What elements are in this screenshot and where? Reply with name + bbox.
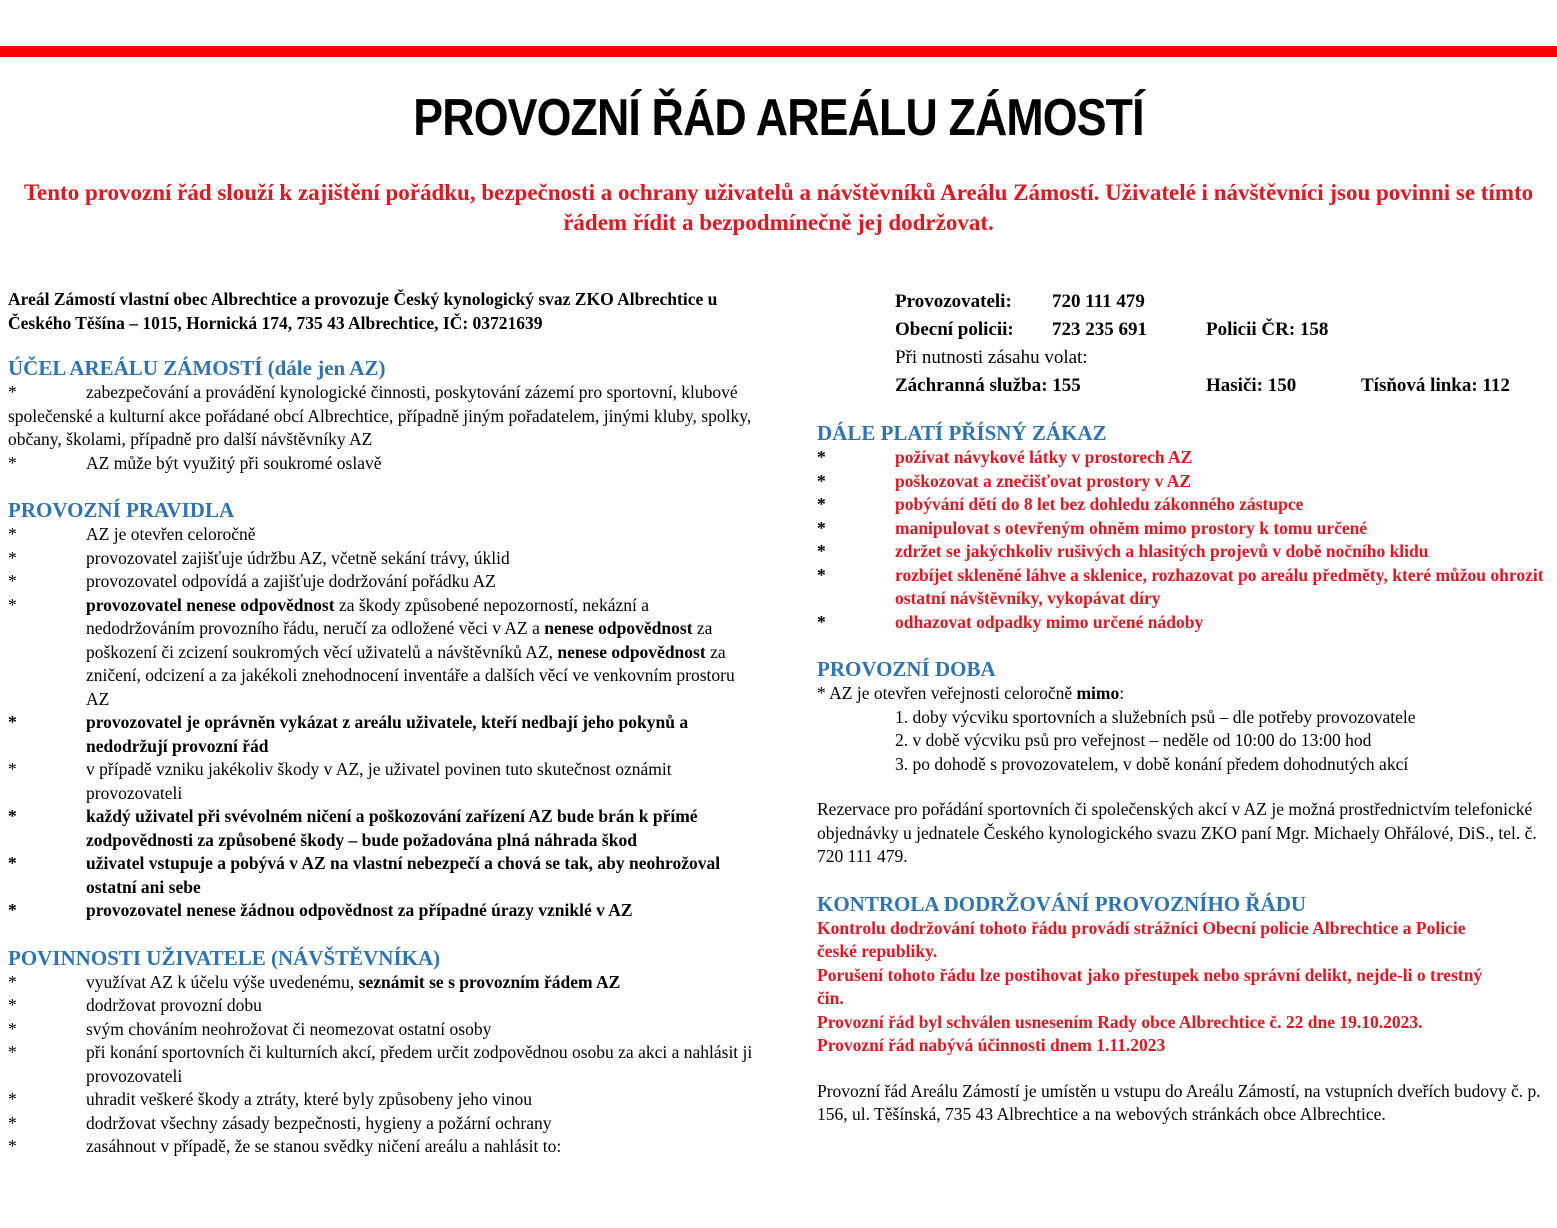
tisnova-linka-number: Tísňová linka: 112 xyxy=(1361,375,1510,396)
section-povinnosti xyxy=(8,945,758,1159)
numbered-item: 1. doby výcviku sportovních a služebních psů – dle potřeby provozovatele xyxy=(895,706,1416,727)
bullet-star: * xyxy=(8,712,17,732)
bullet-star: * xyxy=(817,541,826,561)
owner-info: Areál Zámostí vlastní obec Albrechtice a provozuje Český kynologický svaz ZKO Albrechtice u Českého Těšína – 1015, Hornická 174, 735 43 Albrechtice, IČ: 03721639 xyxy=(8,289,718,333)
bullet-star: * xyxy=(817,494,826,514)
contact-block xyxy=(817,288,1552,400)
list-item: * zabezpečování a provádění kynologické činnosti, poskytování zázemí pro sportovní, klubové společenské a kulturní akce pořádané obcí Albrechtice, případně jiným pořadatelem, jinými kluby, spolky, občany, školami, případně pro další návštěvníky AZ xyxy=(8,382,752,449)
list-item: * provozovatel odpovídá a zajišťuje dodržování pořádku AZ xyxy=(8,570,758,594)
bullet-star: * xyxy=(8,571,17,591)
section-heading-pravidla: PROVOZNÍ PRAVIDLA xyxy=(8,498,235,522)
bullet-star: * xyxy=(817,470,826,491)
policie-cr-number: Policii ČR: 158 xyxy=(1206,319,1329,340)
phone-number: 723 235 691 xyxy=(1052,319,1147,340)
list-item: * zdržet se jakýchkoliv rušivých a hlasitých projevů v době nočního klidu xyxy=(817,540,1552,564)
section-heading-zakaz: DÁLE PLATÍ PŘÍSNÝ ZÁKAZ xyxy=(817,421,1107,445)
list-item: * odhazovat odpadky mimo určené nádoby xyxy=(817,611,1552,635)
kontrola-line: Provozní řád nabývá účinnosti dnem 1.11.2023 xyxy=(817,1035,1166,1055)
left-column xyxy=(8,288,758,1181)
contact-row-emergency xyxy=(895,372,1552,400)
list-item: * AZ může být využitý při soukromé oslavě xyxy=(8,452,758,476)
contact-row-provozovatel xyxy=(895,288,1552,316)
list-item: * poškozovat a znečišťovat prostory v AZ xyxy=(817,470,1552,494)
bullet-star: * xyxy=(8,452,17,473)
section-kontrola xyxy=(817,891,1552,1127)
list-item: * rozbíjet skleněné láhve a sklenice, rozhazovat po areálu předměty, které můžou ohrozit ostatní návštěvníky, vykopávat díry xyxy=(817,564,1552,611)
list-item: * AZ je otevřen celoročně xyxy=(8,523,758,547)
section-heading-ucel: ÚČEL AREÁLU ZÁMOSTÍ (dále jen AZ) xyxy=(8,356,386,380)
kontrola-line: Kontrolu dodržování tohoto řádu provádí strážníci Obecní policie Albrechtice a Policie české republiky. xyxy=(817,917,1466,961)
bullet-star: * xyxy=(8,382,17,402)
bullet-star: * xyxy=(8,547,17,568)
list-item: * svým chováním neohrožovat či neomezovat ostatní osoby xyxy=(8,1018,758,1042)
section-heading-povinnosti: POVINNOSTI UŽIVATELE (NÁVŠTĚVNÍKA) xyxy=(8,945,441,970)
bullet-star: * xyxy=(8,806,17,826)
bullet-star: * xyxy=(817,611,826,632)
list-item: * dodržovat provozní dobu xyxy=(8,994,758,1018)
list-item: * dodržovat všechny zásady bezpečnosti, hygieny a požární ochrany xyxy=(8,1112,758,1136)
numbered-item: 3. po dohodě s provozovatelem, v době konání předem dohodnutých akcí xyxy=(895,753,1409,774)
bullet-star: * xyxy=(817,564,826,585)
rezervace-info: Rezervace pro pořádání sportovních či společenských akcí v AZ je možná prostřednictvím telefonické objednávky u jednatele Českého kynologického svazu ZKO paní Mgr. Michaely Ohřálové, DiS., tel. č. 720 111 479. xyxy=(817,799,1537,866)
list-item: * zasáhnout v případě, že se stanou svědky ničení areálu a nahlásit to: xyxy=(8,1135,758,1159)
list-item: * při konání sportovních či kulturních akcí, předem určit zodpovědnou osobu za akci a nahlásit ji provozovateli xyxy=(8,1041,758,1088)
bullet-star: * xyxy=(8,971,17,992)
bullet-star: * xyxy=(8,1018,17,1039)
page-title: PROVOZNÍ ŘÁD AREÁLU ZÁMOSTÍ xyxy=(413,89,1144,147)
bullet-star: * xyxy=(817,517,826,538)
intro-statement: Tento provozní řád slouží k zajištění pořádku, bezpečnosti a ochrany uživatelů a návštěvníků Areálu Zámostí. Uživatelé i návštěvníci jsou povinni se tímto řádem řídit a bezpodmínečně jej dodržovat. xyxy=(23,180,1534,235)
bullet-star: * xyxy=(8,1042,17,1062)
list-item: * provozovatel je oprávněn vykázat z areálu uživatele, kteří nedbají jeho pokynů a nedodržují provozní řád xyxy=(8,711,758,758)
list-item: * provozovatel zajišťuje údržbu AZ, včetně sekání trávy, úklid xyxy=(8,547,758,571)
list-item: * každý uživatel při svévolném ničení a poškozování zařízení AZ bude brán k přímé zodpovědnosti za způsobené škody – bude požadována plná náhrada škod xyxy=(8,805,758,852)
list-item: * pobývání dětí do 8 let bez dohledu zákonného zástupce xyxy=(817,493,1552,517)
contact-row-obecni-policie xyxy=(895,316,1552,344)
list-item: * uhradit veškeré škody a ztráty, které byly způsobeny jeho vinou xyxy=(8,1088,758,1112)
section-heading-kontrola: KONTROLA DODRŽOVÁNÍ PROVOZNÍHO ŘÁDU xyxy=(817,891,1307,916)
bullet-star: * xyxy=(8,524,17,544)
red-divider-bar xyxy=(0,46,1557,57)
section-pravidla xyxy=(8,497,758,923)
bullet-star: * xyxy=(8,900,17,920)
bullet-star: * xyxy=(8,759,17,779)
bullet-star: * xyxy=(8,594,17,615)
contact-label: Provozovateli: xyxy=(895,291,1012,312)
umisteni-info: Provozní řád Areálu Zámostí je umístěn u vstupu do Areálu Zámostí, na vstupních dveřích budovy č. p. 156, ul. Těšínská, 735 43 Albrechtice a na webových stránkách obce Albrechtice. xyxy=(817,1080,1541,1124)
bullet-star: * xyxy=(8,1089,17,1109)
phone-number: 720 111 479 xyxy=(1052,291,1145,312)
bullet-star: * xyxy=(8,1136,17,1156)
hasici-number: Hasiči: 150 xyxy=(1206,375,1297,396)
section-doba xyxy=(817,656,1552,869)
list-item: * provozovatel nenese odpovědnost za škody způsobené nepozorností, nekázní a nedodržováním provozního řádu, neručí za odložené věci v AZ a nenese odpovědnost za poškození či zcizení soukromých věcí uživatelů a návštěvníků AZ, nenese odpovědnost za zničení, odcizení a za jakékoli znehodnocení inventáře a dalších věcí ve venkovním prostoru AZ xyxy=(8,594,758,712)
contact-label: Obecní policii: xyxy=(895,319,1014,340)
numbered-item: 2. v době výcviku psů pro veřejnost – neděle od 10:00 do 13:00 hod xyxy=(895,730,1372,750)
list-item: * využívat AZ k účelu výše uvedenému, seznámit se s provozním řádem AZ xyxy=(8,971,758,995)
bullet-star: * xyxy=(8,995,17,1015)
emergency-label: Při nutnosti zásahu volat: xyxy=(895,347,1088,368)
list-item: * požívat návykové látky v prostorech AZ xyxy=(817,446,1552,470)
bullet-star: * xyxy=(817,447,826,467)
bullet-star: * xyxy=(8,853,17,873)
list-item: * uživatel vstupuje a pobývá v AZ na vlastní nebezpečí a chová se tak, aby neohrožoval ostatní ani sebe xyxy=(8,852,758,899)
kontrola-line: Provozní řád byl schválen usnesením Rady obce Albrechtice č. 22 dne 19.10.2023. xyxy=(817,1011,1423,1032)
right-column xyxy=(817,288,1552,1149)
list-item: * v případě vzniku jakékoliv škody v AZ, je uživatel povinen tuto skutečnost oznámit provozovateli xyxy=(8,758,758,805)
doba-lead: * AZ je otevřen veřejnosti celoročně mimo: xyxy=(817,683,1125,703)
bullet-star: * xyxy=(8,1112,17,1133)
section-ucel xyxy=(8,355,758,475)
list-item: * provozovatel nenese žádnou odpovědnost za případné úrazy vzniklé v AZ xyxy=(8,899,758,923)
zachranna-sluzba-number: Záchranná služba: 155 xyxy=(895,375,1081,396)
section-heading-doba: PROVOZNÍ DOBA xyxy=(817,657,996,681)
section-zakaz xyxy=(817,420,1552,634)
kontrola-line: Porušení tohoto řádu lze postihovat jako přestupek nebo správní delikt, nejde-li o trestný čin. xyxy=(817,964,1483,1008)
list-item: * manipulovat s otevřeným ohněm mimo prostory k tomu určené xyxy=(817,517,1552,541)
